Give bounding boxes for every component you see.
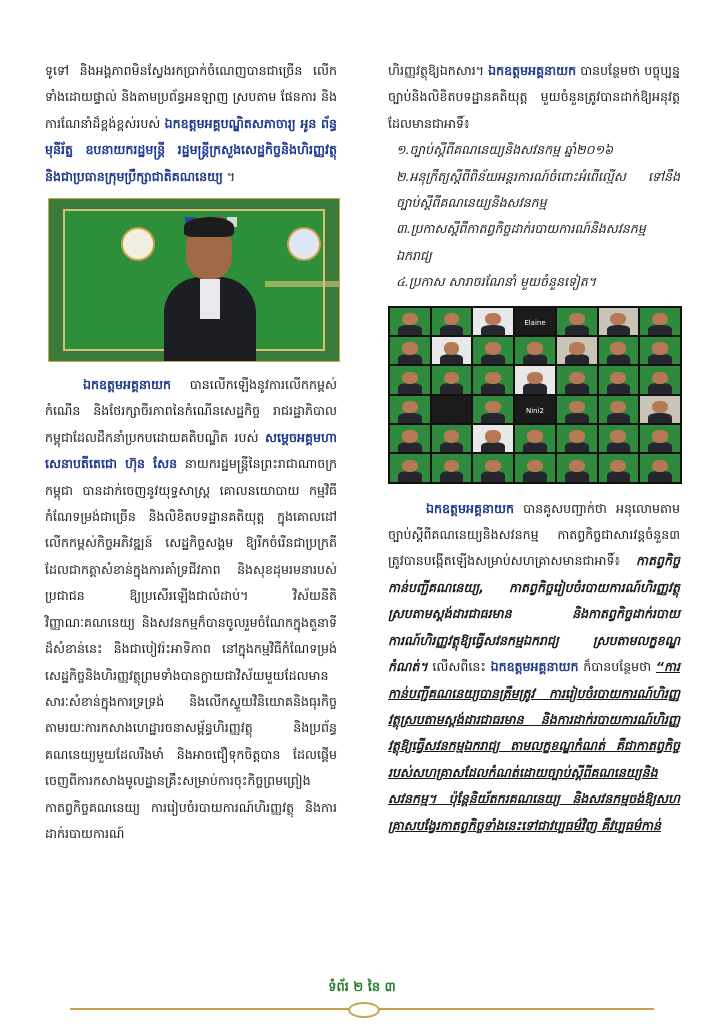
video-tile [432,337,472,364]
ornament-icon [348,1002,380,1018]
participant-body [398,354,422,364]
participant-face [610,313,626,325]
video-tile [557,425,597,452]
participant-body [648,325,672,335]
page-number: ទំព័រ ២ នៃ ៣ [328,980,396,995]
participant-face [485,313,501,325]
participant-face [652,460,668,472]
participant-body [398,325,422,335]
participant-face [485,372,501,384]
right-column [388,58,680,839]
participant-body [648,471,672,481]
participant-face [652,401,668,413]
video-tile [515,337,555,364]
participant-face [402,313,418,325]
participant-face [527,430,543,442]
participant-face [444,313,460,325]
participant-body [440,471,464,481]
participant-face [652,430,668,442]
photo-speaker [48,198,340,362]
video-tile [390,425,430,452]
quote: “ការកាន់បញ្ជីគណនេយ្យបានត្រឹមត្រូវ ការរៀបចំរបាយការណ៍ហិរញ្ញវត្ថុស្របតាមស្តង់ដារជាធរមាន និងការដាក់របាយការណ៍ហិរញ្ញវត្ថុឱ្យធ្វើសវនកម្មឯករាជ្យ តាមលក្ខខណ្ឌកំណត់ គឺជាកាតព្វកិច្ចរបស់សហគ្រាសដែលកំណត់ដោយច្បាប់ស្តីពីគណនេយ្យនិងសវនកម្ម។ ប៉ុន្តែនិយ័តករគណនេយ្យ និងសវនកម្មចង់ឱ្យសហគ្រាសបង្វែរកាតព្វកិច្ចទាំងនេះទៅជាវប្បធម៌វិញ គឺវប្បធម៌កាន់ [388,659,680,833]
video-tile [473,425,513,452]
paragraph: ទូទៅ និងអង្គភាពមិនស្វែងរកប្រាក់ចំណេញបានជាច្រើន លើកទាំងដោយផ្ទាល់ និងតាមប្រព័ន្ធអនឡាញ ស្របតាម ផែនការ និងការណែនាំដ៏ខ្ពង់ខ្ពស់របស់ ឯកឧត្តមអគ្គបណ្ឌិតសភាចារ្យ អូន ព័ន្ធមុនីរ័ត្ន ឧបនាយករដ្ឋមន្ត្រី រដ្ឋមន្ត្រីក្រសួងសេដ្ឋកិច្ចនិងហិរញ្ញវត្ថុ និងជាប្រធានក្រុមប្រឹក្សាជាតិគណនេយ្យ ។ [45,63,337,184]
participant-body [523,383,547,393]
list-item: ២.អនុក្រឹត្យស្តីពីពិន័យអន្តរការណ៍ចំពោះអំពើល្មើស ទៅនឹងច្បាប់ស្តីពីគណនេយ្យនិងសវនកម្ម [396,168,680,211]
video-tile [432,366,472,393]
participant-body [607,413,631,423]
participant-body [565,383,589,393]
participant-face [569,430,585,442]
participant-face [610,372,626,384]
participant-body [648,383,672,393]
participant-face [527,342,543,354]
participant-body [481,471,505,481]
participant-body [648,354,672,364]
participant-face [402,401,418,413]
participant-body [565,354,589,364]
participant-body [481,442,505,452]
video-tile [473,454,513,481]
video-tile [432,308,472,335]
participant-body [481,325,505,335]
video-tile [515,366,555,393]
participant-body [607,442,631,452]
participant-face [485,401,501,413]
list-item: ១.ច្បាប់ស្តីពីគណនេយ្យនិងសវនកម្ម ឆ្នាំ២០១៦ [396,142,614,158]
participant-body [481,383,505,393]
participant-face [569,313,585,325]
participant-body [523,354,547,364]
video-tile [557,308,597,335]
emblem-icon [121,227,155,261]
paragraph: ឯកឧត្តមអគ្គនាយក បានគូសបញ្ជាក់ថា អនុលោមតាមច្បាប់ស្តីពីគណនេយ្យនិងសវនកម្ម កាតព្វកិច្ចជាសារវន្តចំនួន៣ ត្រូវបានបង្កើតឡើងសម្រាប់សហគ្រាសមានជាអាទិ៍៖ កាតព្វកិច្ចកាន់បញ្ជីគណនេយ្យ, កាតព្វកិច្ចរៀបចំរបាយការណ៍ហិរញ្ញវត្ថុស្របតាមស្តង់ដារជាធរមាន និងកាតព្វកិច្ចដាក់របាយការណ៍ហិរញ្ញវត្ថុឱ្យធ្វើសវនកម្មឯករាជ្យ ស្របតាមលក្ខខណ្ឌកំណត់។ លើសពីនេះ ឯកឧត្តមអគ្គនាយក ក៏បានបន្ថែមថា “ការកាន់បញ្ជីគណនេយ្យបានត្រឹមត្រូវ ការរៀបចំរបាយការណ៍ហិរញ្ញវត្ថុស្របតាមស្តង់ដារជាធរមាន និងការដាក់របាយការណ៍ហិរញ្ញវត្ថុឱ្យធ្វើសវនកម្មឯករាជ្យ តាមលក្ខខណ្ឌកំណត់ គឺជាកាតព្វកិច្ចរបស់សហគ្រាសដែលកំណត់ដោយច្បាប់ស្តីពីគណនេយ្យនិងសវនកម្ម។ ប៉ុន្តែនិយ័តករគណនេយ្យ និងសវនកម្មចង់ឱ្យសហគ្រាសបង្វែរកាតព្វកិច្ចទាំងនេះទៅជាវប្បធម៌វិញ គឺវប្បធម៌កាន់ [388,500,680,833]
participant-face [569,372,585,384]
video-tile [640,454,680,481]
participant-body [607,325,631,335]
participant-face [402,430,418,442]
video-tile [390,366,430,393]
participant-face [402,372,418,384]
participant-face [610,430,626,442]
video-tile [557,337,597,364]
participant-face [485,430,501,442]
video-tile [557,454,597,481]
participant-face [610,401,626,413]
video-tile [515,425,555,452]
participant-face [610,342,626,354]
participant-body [481,354,505,364]
law-list [388,137,680,295]
paragraph: ហិរញ្ញវត្ថុឱ្យឯកសារ។ ឯកឧត្តមអគ្គនាយក បានបន្ថែមថា បច្ចុប្បន្នច្បាប់និងលិខិតបទដ្ឋានគតិយុត្ត មួយចំនួនត្រូវបានដាក់ឱ្យអនុវត្ត ដែលមានជាអាទិ៍៖ [388,63,680,131]
video-tile [599,366,639,393]
participant-face [402,460,418,472]
video-tile [599,396,639,423]
video-tile [390,308,430,335]
participant-face [402,342,418,354]
cfa-logo-icon [287,227,321,261]
paragraph: ឯកឧត្តមអគ្គនាយក បានលើកឡើងនូវការលើកកម្ពស់កំណើន និងថែរក្សាចីរភាពនៃកំណើនសេដ្ឋកិច្ច រាជរដ្ឋាភិបាលកម្ពុជាដែលដឹកនាំប្រកបដោយគតិបណ្ឌិត របស់ សម្តេចអគ្គមហាសេនាបតីតេជោ ហ៊ុន សែន នាយករដ្ឋមន្ត្រីនៃព្រះរាជាណាចក្រកម្ពុជា បានដាក់ចេញនូវយុទ្ធសាស្ត្រ គោលនយោបាយ កម្មវិធីកំណែទម្រង់ជាច្រើន និងលិខិតបទដ្ឋានគតិយុត្ត ក្នុងគោលដៅលើកកម្ពស់កិច្ចអភិវឌ្ឍន៍ សេដ្ឋកិច្ចសង្គម ឱ្យរីកចំរើនជាប្រក្រតី ដែលជាកត្តាសំខាន់ក្នុងការគាំទ្រជីវភាព និងសុខដុមរមនារបស់ប្រជាជន ឱ្យប្រសើរឡើងជាលំដាប់។ វិស័យនីតិវិញ្ញាណៈគណនេយ្យ និងសវនកម្មក៏បានចូលរួមចំណែកក្នុងតួនាទីដ៏សំខាន់នេះ និងជាបៀវរ៉ះអាទិភាព នៅក្នុងកម្មវិធីកំណែទម្រង់សេដ្ឋកិច្ចនិងហិរញ្ញវត្ថុព្រមទាំងបានក្លាយជាវិស័យមួយដែលមានសារៈសំខាន់ក្នុងការទ្រទ្រង់ និងលើកស្ទួយវិនិយោគនិងធុរកិច្ច តាមរយៈការកសាងហេដ្ឋារចនាសម្ព័ន្ធហិរញ្ញវត្ថុ និងប្រព័ន្ធគណនេយ្យមួយដែលរឹងមាំ និងអាចជឿទុកចិត្តបាន ដែលផ្តើមចេញពីការកសាងមូលដ្ឋានគ្រឹះសម្រាប់ការចុះកិច្ចព្រមព្រៀងកាតព្វកិច្ចគណនេយ្យ ការរៀបចំរបាយការណ៍ហិរញ្ញវត្ថុ និងការដាក់របាយការណ៍ [45,377,337,841]
participant-face [444,430,460,442]
participant-body [607,471,631,481]
participant-face [485,460,501,472]
video-tile [515,308,555,335]
participant-body [523,442,547,452]
participant-face [527,460,543,472]
video-tile [432,396,472,423]
participant-body [607,354,631,364]
participant-face [444,342,460,354]
participant-body [398,413,422,423]
video-tile [390,454,430,481]
participant-face [527,372,543,384]
participant-face [569,342,585,354]
participant-body [440,442,464,452]
participant-name: Nini2 [525,407,544,416]
participant-face [444,460,460,472]
participant-face [652,372,668,384]
participant-body [523,471,547,481]
participant-body [398,442,422,452]
participant-body [398,383,422,393]
video-tile [432,425,472,452]
participant-face [652,342,668,354]
participant-face [444,372,460,384]
video-tile [515,454,555,481]
participant-body [398,471,422,481]
participant-body [440,383,464,393]
participant-face [610,460,626,472]
participant-body [648,442,672,452]
video-tile [640,366,680,393]
video-tile [640,337,680,364]
photo-zoom-meeting [388,306,682,484]
participant-body [481,413,505,423]
video-tile [557,396,597,423]
video-tile [432,454,472,481]
participant-face [569,460,585,472]
video-tile [599,425,639,452]
video-tile [640,425,680,452]
video-tile [390,337,430,364]
participant-body [440,354,464,364]
video-tile [473,396,513,423]
video-tile [390,396,430,423]
participant-body [607,383,631,393]
participant-name: Elaine [524,319,546,328]
list-item: ៤.ប្រកាស សារាចរណែនាំ មួយចំនួនទៀត។ [396,274,596,290]
list-item: ៣.ប្រកាសស្តីពីកាតព្វកិច្ចដាក់របាយការណ៍និងសវនកម្មឯករាជ្យ [396,221,646,263]
video-tile [599,337,639,364]
participant-body [565,413,589,423]
video-tile [557,366,597,393]
dignitary-name: ឯកឧត្តមអគ្គបណ្ឌិតសភាចារ្យ អូន ព័ន្ធមុនីរ័ត្ន ឧបនាយករដ្ឋមន្ត្រី រដ្ឋមន្ត្រីក្រសួងសេដ្ឋកិច្ចនិងហិរញ្ញវត្ថុ និងជាប្រធានក្រុមប្រឹក្សាជាតិគណនេយ្យ [45,115,337,184]
participant-body [648,413,672,423]
participant-body [565,442,589,452]
video-tile [473,337,513,364]
participant-face [569,401,585,413]
participant-body [440,325,464,335]
participant-face [485,342,501,354]
video-tile [515,396,555,423]
participant-body [565,325,589,335]
video-tile [473,308,513,335]
participant-body [565,471,589,481]
speaker-person [164,217,256,361]
video-tile [599,454,639,481]
page-footer [0,972,724,1012]
video-tile [640,308,680,335]
video-tile [599,308,639,335]
video-tile [640,396,680,423]
participant-face [652,313,668,325]
left-column [45,58,337,847]
video-tile [473,366,513,393]
